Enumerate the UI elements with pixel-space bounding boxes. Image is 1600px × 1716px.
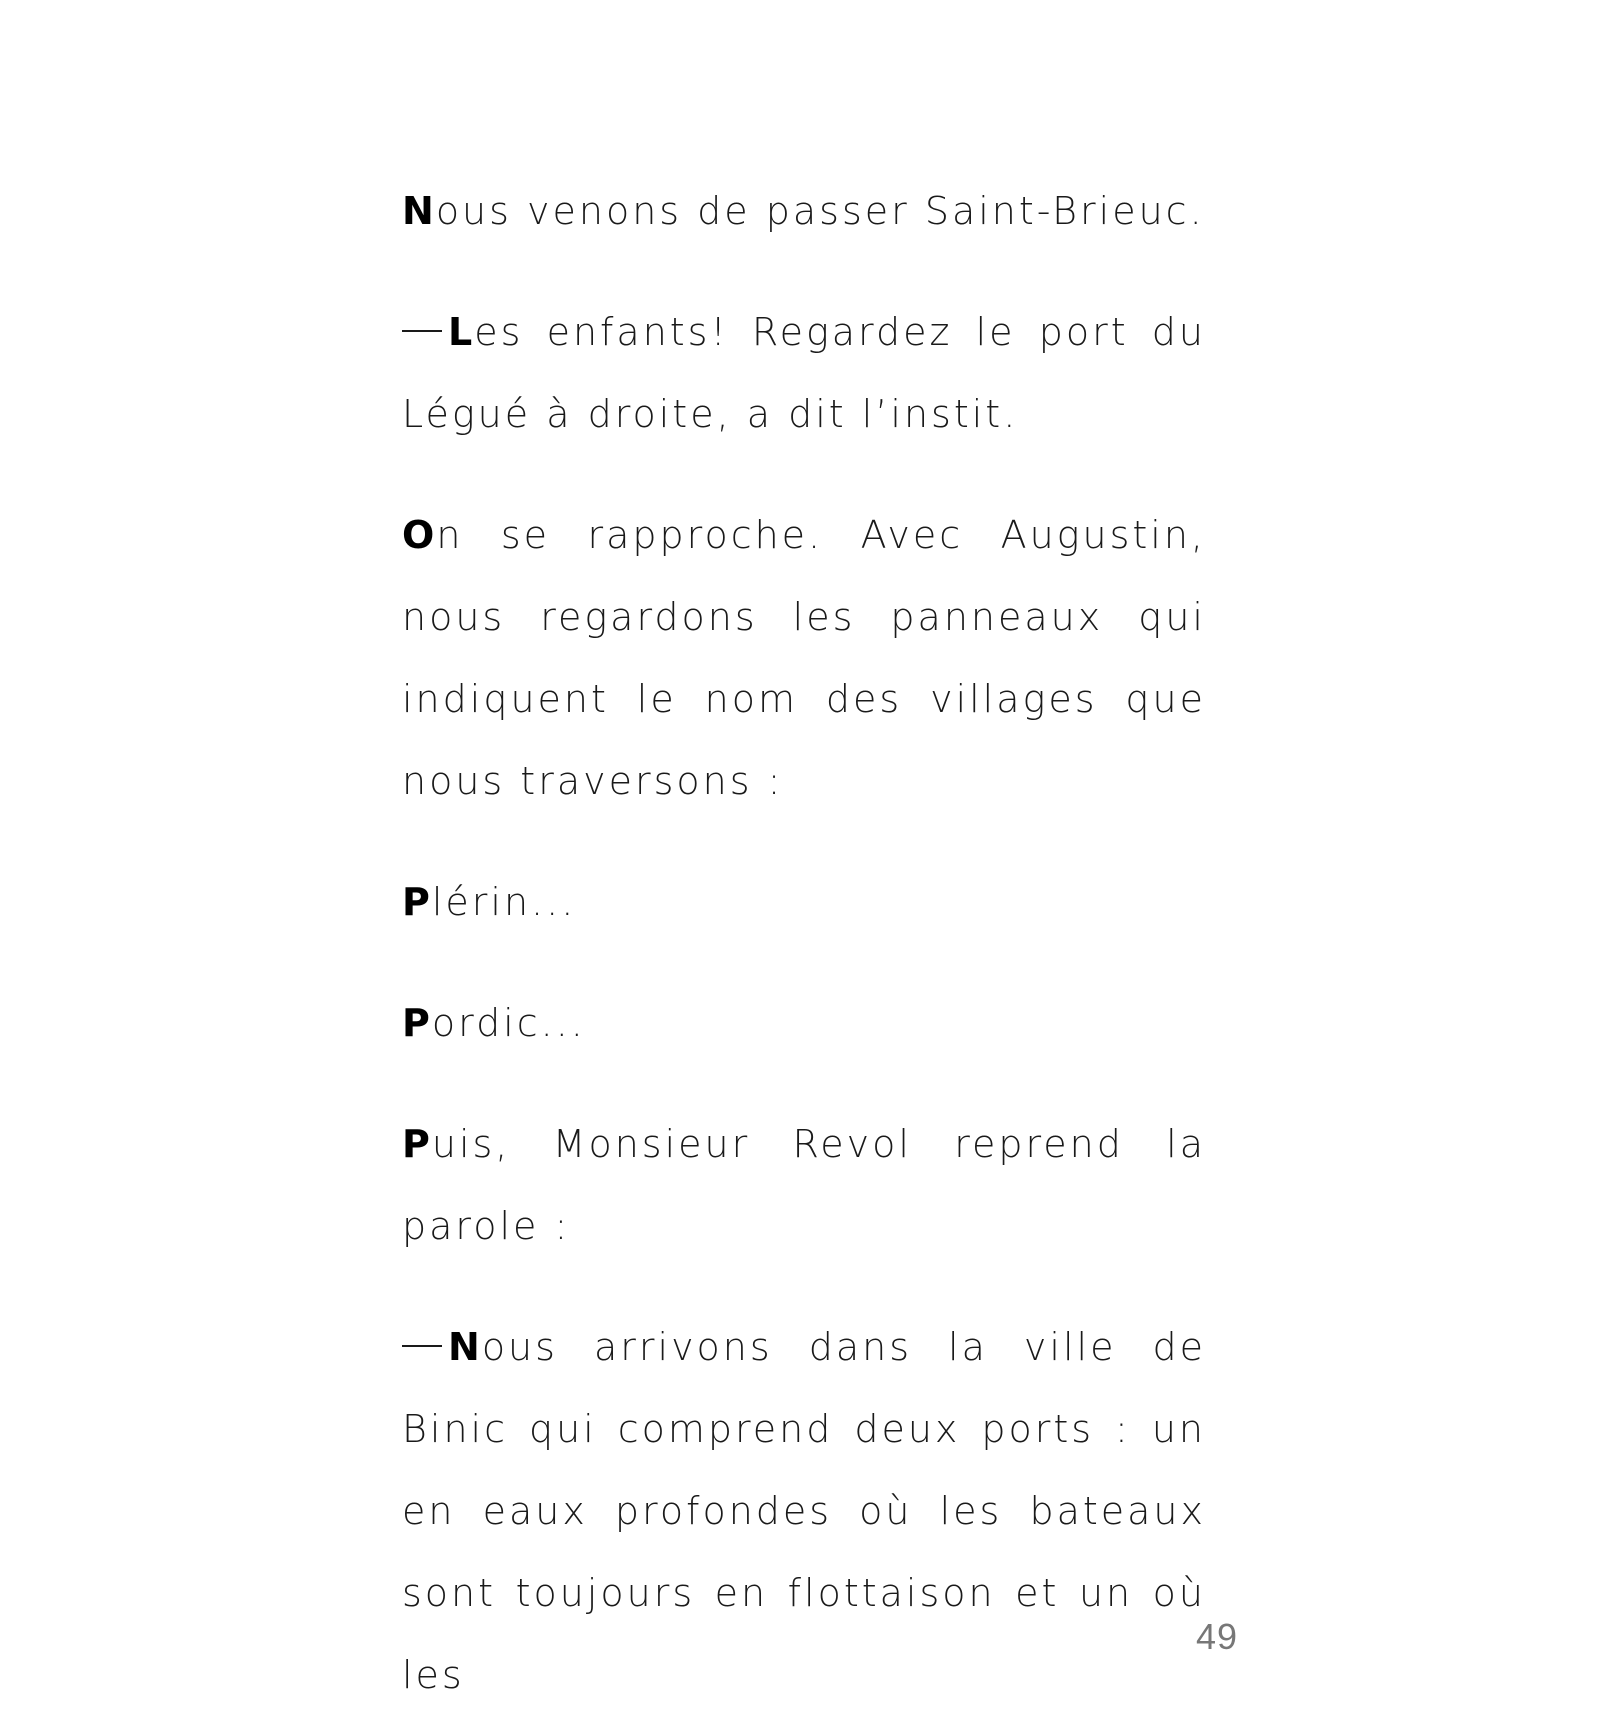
paragraph-text: n se rapproche. Avec Augustin, nous regardons les panneaux qui indiquent le nom des villages que nous traversons :: [402, 513, 1206, 803]
paragraph-text: uis, Monsieur Revol reprend la parole :: [402, 1122, 1206, 1248]
paragraph-text: lérin...: [431, 880, 577, 924]
dialogue-dash: [402, 330, 442, 332]
paragraph-text: es enfants! Regardez le port du Légué à droite, a dit l’instit.: [402, 310, 1206, 436]
drop-initial: P: [402, 1001, 432, 1045]
drop-initial: P: [402, 880, 432, 924]
dialogue-dash: [402, 1345, 442, 1347]
dialogue-paragraph: [402, 1306, 1206, 1716]
page-number: 49: [1196, 1616, 1239, 1657]
drop-initial: N: [448, 1325, 482, 1369]
paragraph: [402, 861, 1206, 943]
paragraph: [402, 494, 1206, 822]
paragraph: [402, 170, 1206, 252]
paragraph-text: ordic...: [431, 1001, 586, 1045]
drop-initial: L: [448, 310, 475, 354]
paragraph-text: ous arrivons dans la ville de Binic qui comprend deux ports : un en eaux profondes où les bateaux sont toujours en flottaison et un où les: [402, 1325, 1206, 1697]
paragraph: [402, 1103, 1206, 1267]
dialogue-paragraph: [402, 291, 1206, 455]
drop-initial: P: [402, 1122, 432, 1166]
drop-initial: N: [402, 189, 436, 233]
paragraph-text: ous venons de passer Saint-Brieuc.: [435, 189, 1205, 233]
paragraph: [402, 982, 1206, 1064]
drop-initial: O: [402, 513, 437, 557]
text-column: [402, 170, 1206, 1716]
